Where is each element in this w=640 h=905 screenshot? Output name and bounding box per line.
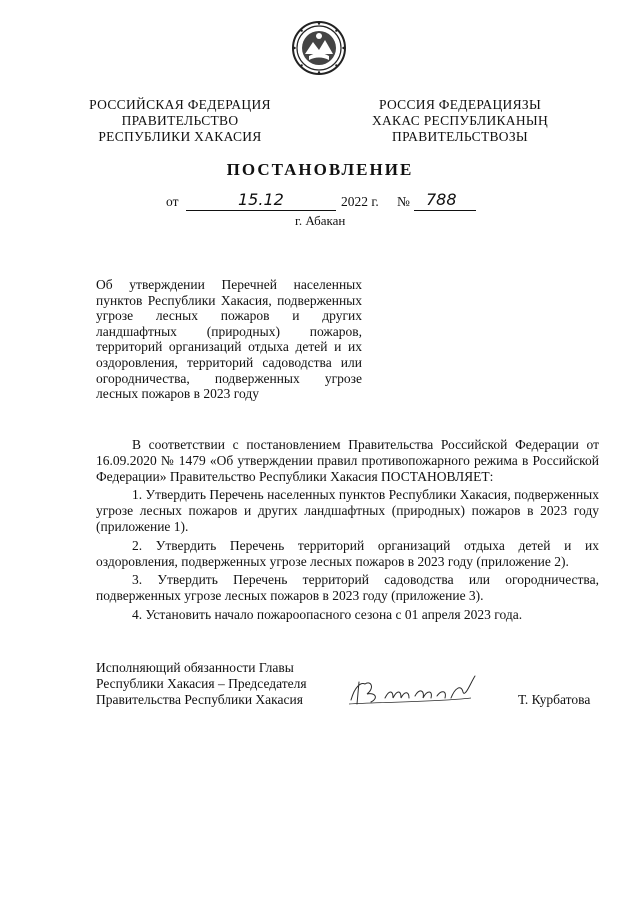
document-body xyxy=(96,437,599,626)
header-right-line: РОССИЯ ФЕДЕРАЦИЯЗЫ xyxy=(378,97,542,112)
position-line: Исполняющий обязанности Главы xyxy=(96,660,294,675)
header-left xyxy=(82,97,278,145)
date-year: 2022 г. xyxy=(341,194,379,209)
coat-of-arms-emblem-icon xyxy=(291,20,347,76)
handwritten-number: 788 xyxy=(426,190,457,209)
date-prefix: от xyxy=(166,194,179,209)
document-subject: Об утверждении Перечней населенных пунктов Республики Хакасия, подверженных угрозе лесных пожаров и других ландшафтных (природных) пожаров, территорий организаций отдыха детей и их оздоровления, территорий садоводства или огородничества, подверженных угрозе лесных пожаров в 2023 году xyxy=(96,277,362,402)
body-paragraph: В соответствии с постановлением Правительства Российской Федерации от 16.09.2020 № 1479 «Об утверждении правил противопожарного режима в Российской Федерации» Правительство Республики Хакасия ПОСТАНОВЛЯЕТ: xyxy=(96,437,599,484)
header-right xyxy=(362,97,558,145)
city: г. Абакан xyxy=(295,213,346,228)
date-underline xyxy=(186,210,336,211)
body-paragraph: 3. Утвердить Перечень территорий садоводства или огородничества, подверженных угрозе лесных пожаров в 2023 году (приложение 3). xyxy=(96,572,599,604)
position-line: Правительства Республики Хакасия xyxy=(96,692,303,707)
signature-position xyxy=(96,660,307,708)
header-right-line: ПРАВИТЕЛЬСТВОЗЫ xyxy=(392,129,528,144)
header-left-line: РОССИЙСКАЯ ФЕДЕРАЦИЯ xyxy=(89,97,271,112)
header-left-line: РЕСПУБЛИКИ ХАКАСИЯ xyxy=(98,129,262,144)
handwritten-signature-icon xyxy=(345,668,485,716)
handwritten-date: 15.12 xyxy=(238,190,284,209)
number-underline xyxy=(414,210,476,211)
body-paragraph: 2. Утвердить Перечень территорий организаций отдыха детей и их оздоровления, подверженных угрозе лесных пожаров в 2023 году (приложение 2). xyxy=(96,537,599,569)
body-paragraph: 1. Утвердить Перечень населенных пунктов Республики Хакасия, подверженных угрозе лесных пожаров и других ландшафтных (природных) пожаров в 2023 году (приложение 1). xyxy=(96,487,599,534)
document-title: ПОСТАНОВЛЕНИЕ xyxy=(226,160,414,179)
header-left-line: ПРАВИТЕЛЬСТВО xyxy=(121,113,239,128)
signer-name: Т. Курбатова xyxy=(518,692,591,707)
position-line: Республики Хакасия – Председателя xyxy=(96,676,307,691)
number-prefix: № xyxy=(397,194,410,209)
body-paragraph: 4. Установить начало пожароопасного сезона с 01 апреля 2023 года. xyxy=(132,606,523,622)
header-right-line: ХАКАС РЕСПУБЛИКАНЫҢ xyxy=(371,113,549,128)
